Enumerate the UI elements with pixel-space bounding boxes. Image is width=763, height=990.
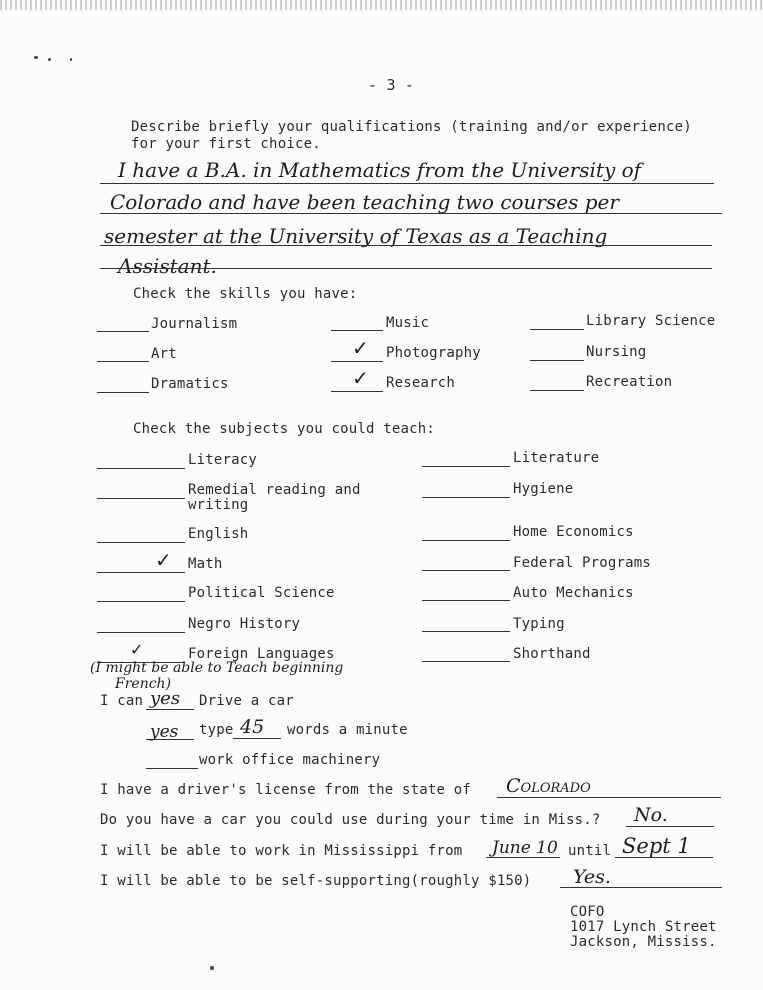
qualifications-answer-line: Colorado and have been teaching two courses per — [110, 190, 619, 214]
subject-blank[interactable] — [97, 572, 185, 573]
subject-label: Remedial reading and — [188, 482, 361, 498]
car-label: Do you have a car you could use during your time in Miss.? — [100, 812, 601, 828]
answer-rule — [100, 268, 712, 269]
scan-speck — [70, 58, 72, 61]
subject-label: Literacy — [188, 452, 258, 468]
qualifications-prompt: Describe briefly your qualifications (training and/or experience) — [131, 119, 692, 135]
skill-blank[interactable] — [331, 361, 383, 362]
skill-label: Photography — [386, 345, 481, 361]
check-mark: ✓ — [130, 640, 144, 659]
subject-label: Literature — [513, 450, 600, 466]
machinery-label: work office machinery — [199, 752, 381, 768]
type-suffix: words a minute — [287, 722, 408, 738]
subject-blank[interactable] — [422, 497, 510, 498]
wpm-blank[interactable] — [233, 738, 281, 739]
drive-prefix: I can — [100, 693, 144, 709]
skill-label: Art — [151, 346, 177, 362]
check-mark: ✓ — [352, 336, 369, 360]
work-until-label: until — [568, 843, 612, 859]
car-answer: No. — [634, 804, 668, 826]
subjects-heading: Check the subjects you could teach: — [133, 421, 436, 437]
subject-label-cont: writing — [188, 497, 249, 513]
subject-label: Political Science — [188, 585, 335, 601]
subject-label: Typing — [513, 616, 565, 632]
subject-label: Home Economics — [513, 524, 634, 540]
work-until-answer: Sept 1 — [622, 834, 691, 858]
subject-label: Foreign Languages — [188, 646, 335, 662]
qualifications-answer-line: Assistant. — [118, 254, 217, 278]
subject-label: Negro History — [188, 616, 301, 632]
skill-blank[interactable] — [331, 330, 383, 331]
work-from-answer: June 10 — [492, 838, 558, 858]
skill-label: Dramatics — [151, 376, 229, 392]
answer-rule — [100, 213, 722, 214]
car-blank[interactable] — [626, 826, 714, 827]
subject-blank[interactable] — [422, 631, 510, 632]
drive-blank[interactable] — [146, 709, 194, 710]
skill-blank[interactable] — [530, 360, 584, 361]
skill-blank[interactable] — [97, 361, 149, 362]
subject-blank[interactable] — [97, 468, 185, 469]
skill-label: Recreation — [586, 374, 673, 390]
support-label: I will be able to be self-supporting(roughly $150) — [100, 873, 532, 889]
subject-blank[interactable] — [422, 600, 510, 601]
skill-label: Research — [386, 375, 456, 391]
type-label: type — [199, 722, 234, 738]
answer-rule — [100, 183, 714, 184]
subject-label: Federal Programs — [513, 555, 652, 571]
subject-label: Hygiene — [513, 481, 574, 497]
subject-label: Auto Mechanics — [513, 585, 634, 601]
footer-city: Jackson, Mississ. — [570, 934, 717, 950]
wpm-answer: 45 — [240, 716, 265, 738]
subject-blank[interactable] — [97, 498, 185, 499]
skill-label: Library Science — [586, 313, 716, 329]
skill-blank[interactable] — [530, 329, 584, 330]
footer-street: 1017 Lynch Street — [570, 919, 717, 935]
scan-speck — [48, 58, 51, 61]
skill-label: Music — [386, 315, 430, 331]
french-note: (I might be able to Teach beginning — [90, 660, 344, 676]
subject-label: Math — [188, 556, 223, 572]
type-answer: yes — [150, 722, 179, 742]
footer-org: COFO — [570, 904, 605, 920]
subject-blank[interactable] — [97, 632, 185, 633]
scan-speck — [210, 966, 214, 970]
skill-blank[interactable] — [97, 331, 149, 332]
qualifications-answer-line: I have a B.A. in Mathematics from the University of — [118, 158, 642, 182]
subject-blank[interactable] — [97, 601, 185, 602]
skill-label: Journalism — [151, 316, 238, 332]
skill-blank[interactable] — [530, 390, 584, 391]
check-mark: ✓ — [352, 366, 369, 390]
license-blank[interactable] — [497, 797, 721, 798]
answer-rule — [100, 245, 712, 246]
subject-blank[interactable] — [422, 570, 510, 571]
skills-heading: Check the skills you have: — [133, 286, 358, 302]
subject-label: Shorthand — [513, 646, 591, 662]
subject-blank[interactable] — [422, 540, 510, 541]
qualifications-prompt-cont: for your first choice. — [131, 136, 321, 152]
page-number: - 3 - — [368, 76, 415, 94]
skill-blank[interactable] — [331, 391, 383, 392]
skill-blank[interactable] — [97, 392, 149, 393]
subject-label: English — [188, 526, 249, 542]
french-note-cont: French) — [115, 676, 172, 692]
qualifications-answer-line: semester at the University of Texas as a Teaching — [104, 224, 608, 248]
subject-blank[interactable] — [97, 542, 185, 543]
subject-blank[interactable] — [422, 466, 510, 467]
subject-blank[interactable] — [422, 661, 510, 662]
skill-label: Nursing — [586, 344, 647, 360]
scan-top-edge — [0, 0, 763, 10]
license-answer: Colorado — [506, 775, 591, 797]
scan-speck — [34, 56, 38, 59]
support-answer: Yes. — [573, 866, 611, 888]
drive-answer: yes — [150, 688, 181, 709]
drive-label: Drive a car — [199, 693, 294, 709]
machinery-blank[interactable] — [146, 768, 198, 769]
work-label: I will be able to work in Mississippi from — [100, 843, 463, 859]
license-label: I have a driver's license from the state of — [100, 782, 472, 798]
check-mark: ✓ — [155, 548, 172, 572]
